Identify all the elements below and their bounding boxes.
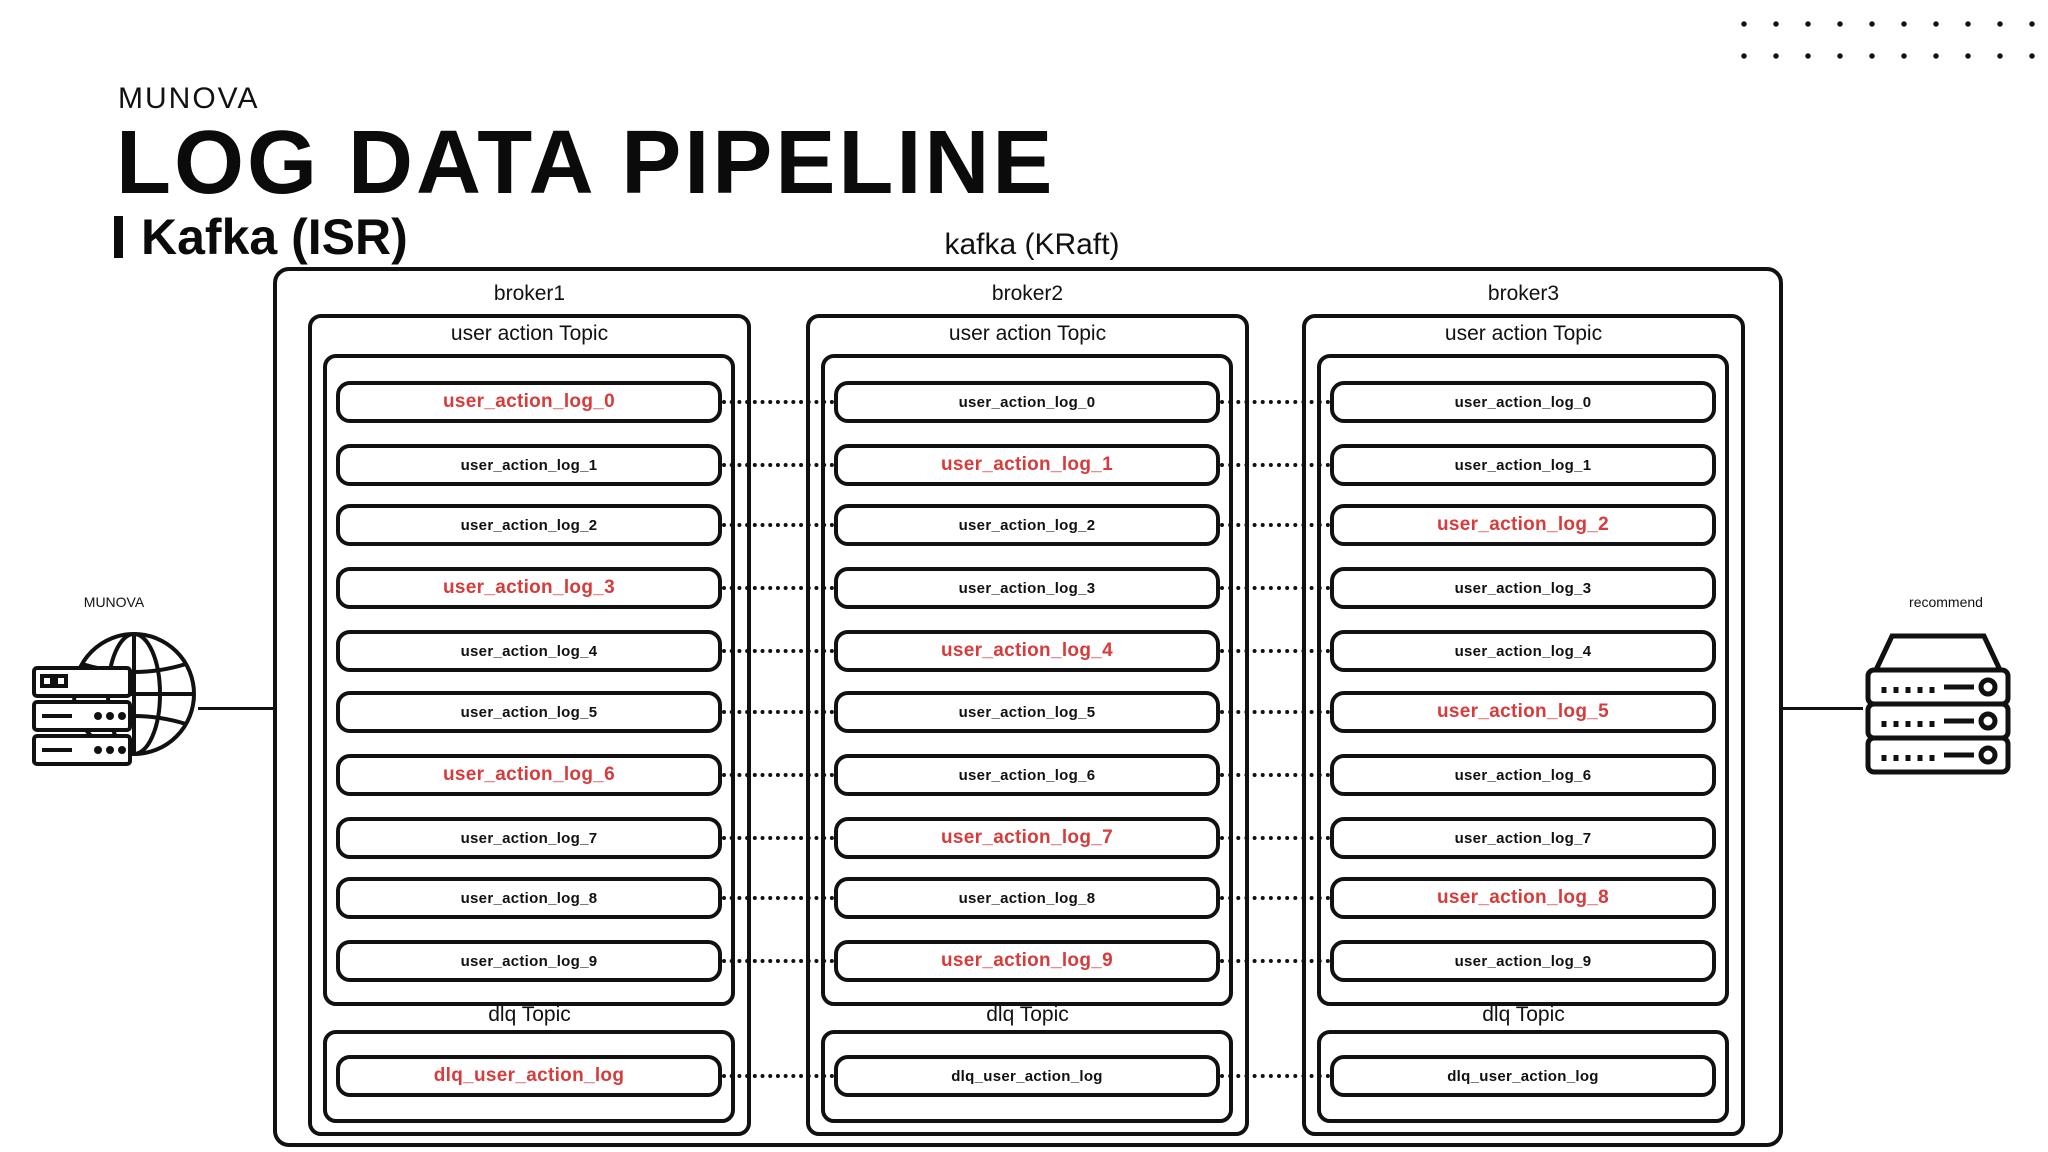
subtitle-text: Kafka (ISR) [141, 209, 408, 265]
dlq-topic-label: dlq Topic [1482, 1003, 1565, 1026]
page-title: LOG DATA PIPELINE [116, 113, 1056, 213]
replication-link [1220, 1074, 1330, 1078]
partition-5-replica[interactable]: user_action_log_5 [336, 691, 722, 733]
partition-8-replica[interactable]: user_action_log_8 [336, 877, 722, 919]
partition-0-replica[interactable]: user_action_log_0 [834, 381, 1220, 423]
partition-7-replica[interactable]: user_action_log_7 [336, 817, 722, 859]
broker-label: broker2 [991, 282, 1064, 305]
partition-9-replica[interactable]: user_action_log_9 [336, 940, 722, 982]
replication-link [722, 896, 834, 900]
partition-2-leader[interactable]: user_action_log_2 [1330, 504, 1716, 546]
server-globe-icon [28, 630, 200, 795]
replication-link [722, 463, 834, 467]
replication-link [1220, 400, 1330, 404]
partition-4-leader[interactable]: user_action_log_4 [834, 630, 1220, 672]
partition-4-replica[interactable]: user_action_log_4 [1330, 630, 1716, 672]
server-rack-icon [1862, 630, 2014, 791]
partition-1-replica[interactable]: user_action_log_1 [1330, 444, 1716, 486]
topic-label: user action Topic [948, 322, 1107, 345]
dlq-partition-replica[interactable]: dlq_user_action_log [1330, 1055, 1716, 1097]
partition-7-leader[interactable]: user_action_log_7 [834, 817, 1220, 859]
replication-link [1220, 773, 1330, 777]
brand-label: MUNOVA [118, 82, 260, 115]
cluster-label: kafka (KRaft) [944, 228, 1120, 261]
partition-9-leader[interactable]: user_action_log_9 [834, 940, 1220, 982]
replication-link [722, 523, 834, 527]
replication-link [722, 586, 834, 590]
replication-link [1220, 523, 1330, 527]
dlq-partition-replica[interactable]: dlq_user_action_log [834, 1055, 1220, 1097]
partition-9-replica[interactable]: user_action_log_9 [1330, 940, 1716, 982]
partition-3-leader[interactable]: user_action_log_3 [336, 567, 722, 609]
replication-link [722, 649, 834, 653]
consumer-label: recommend [1909, 594, 1983, 610]
replication-link [722, 773, 834, 777]
replication-link [1220, 710, 1330, 714]
partition-1-leader[interactable]: user_action_log_1 [834, 444, 1220, 486]
partition-5-replica[interactable]: user_action_log_5 [834, 691, 1220, 733]
partition-8-replica[interactable]: user_action_log_8 [834, 877, 1220, 919]
replication-link [722, 959, 834, 963]
producer-label: MUNOVA [83, 594, 145, 610]
partition-3-replica[interactable]: user_action_log_3 [834, 567, 1220, 609]
replication-link [722, 836, 834, 840]
decorative-dot-grid [1728, 8, 2040, 84]
producer-connector [198, 707, 274, 710]
partition-3-replica[interactable]: user_action_log_3 [1330, 567, 1716, 609]
partition-6-replica[interactable]: user_action_log_6 [1330, 754, 1716, 796]
replication-link [1220, 649, 1330, 653]
partition-2-replica[interactable]: user_action_log_2 [834, 504, 1220, 546]
replication-link [722, 400, 834, 404]
replication-link [1220, 463, 1330, 467]
partition-6-leader[interactable]: user_action_log_6 [336, 754, 722, 796]
dlq-topic-label: dlq Topic [986, 1003, 1069, 1026]
topic-label: user action Topic [450, 322, 609, 345]
replication-link [1220, 836, 1330, 840]
partition-5-leader[interactable]: user_action_log_5 [1330, 691, 1716, 733]
consumer-connector [1783, 707, 1863, 710]
replication-link [722, 710, 834, 714]
partition-2-replica[interactable]: user_action_log_2 [336, 504, 722, 546]
broker-label: broker1 [493, 282, 566, 305]
replication-link [722, 1074, 834, 1078]
broker-label: broker3 [1487, 282, 1560, 305]
replication-link [1220, 959, 1330, 963]
partition-4-replica[interactable]: user_action_log_4 [336, 630, 722, 672]
topic-label: user action Topic [1444, 322, 1603, 345]
partition-0-leader[interactable]: user_action_log_0 [336, 381, 722, 423]
replication-link [1220, 896, 1330, 900]
dlq-partition-leader[interactable]: dlq_user_action_log [336, 1055, 722, 1097]
partition-0-replica[interactable]: user_action_log_0 [1330, 381, 1716, 423]
partition-7-replica[interactable]: user_action_log_7 [1330, 817, 1716, 859]
partition-8-leader[interactable]: user_action_log_8 [1330, 877, 1716, 919]
partition-1-replica[interactable]: user_action_log_1 [336, 444, 722, 486]
replication-link [1220, 586, 1330, 590]
partition-6-replica[interactable]: user_action_log_6 [834, 754, 1220, 796]
dlq-topic-label: dlq Topic [488, 1003, 571, 1026]
